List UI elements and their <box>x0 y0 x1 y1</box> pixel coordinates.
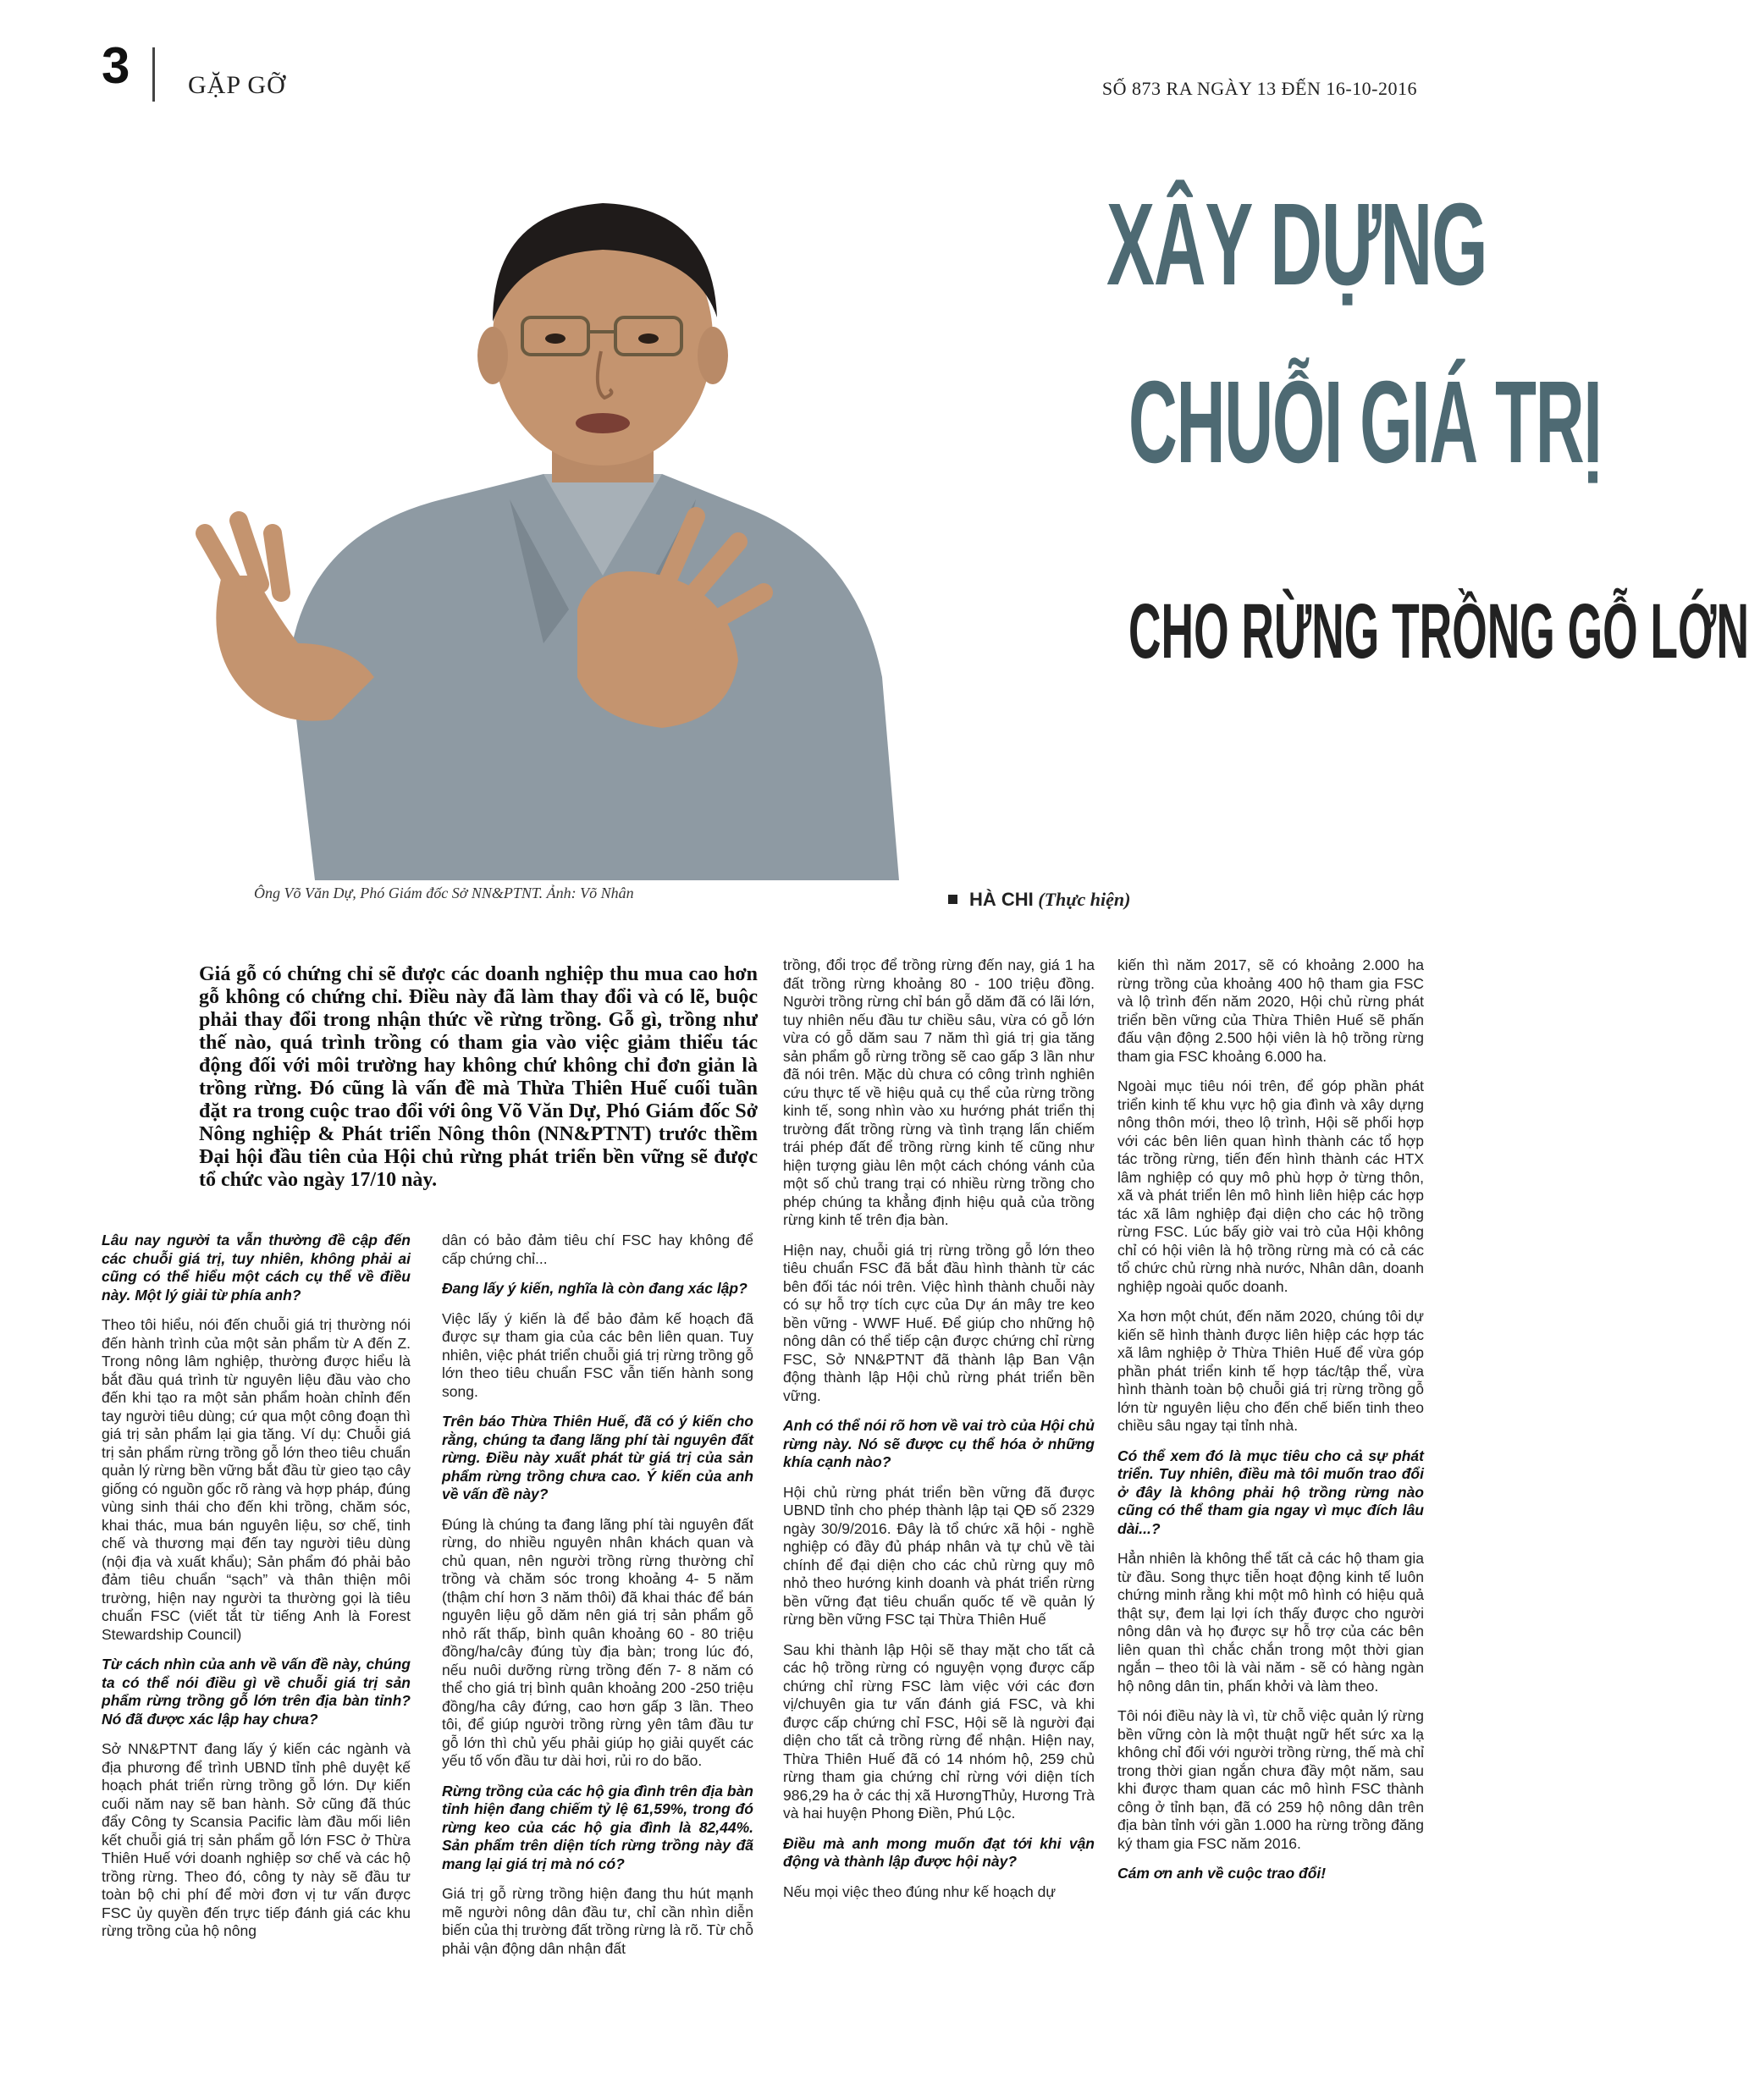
lead-paragraph: Giá gỗ có chứng chỉ sẽ được các doanh nghiệp thu mua cao hơn gỗ không có chứng chỉ. Điều này đã làm thay đổi và có lẽ, buộc phải thay đổi trong nhận thức về rừng trồng. Gỗ gì, trồng như thế nào, quá trình trồng có tham gia vào việc giảm thiểu tác động đối với môi trường hay không chứ không chỉ đơn giản là trồng rừng. Đó cũng là vấn đề mà Thừa Thiên Huế cuối tuần đặt ra trong cuộc trao đổi với ông Võ Văn Dự, Phó Giám đốc Sở Nông nghiệp & Phát triển Nông thôn (NN&PTNT) trước thềm Đại hội đầu tiên của Hội chủ rừng phát triển bền vững sẽ được tổ chức vào ngày 17/10 này. <box>199 963 758 1191</box>
interview-answer: Giá trị gỗ rừng trồng hiện đang thu hút mạnh mẽ người nông dân đầu tư, chỉ cần nhìn diễn biến của thị trường đất trồng rừng là rõ. Từ chỗ phải vận động dân nhận đất <box>442 1885 753 1957</box>
interview-answer: Ngoài mục tiêu nói trên, để góp phần phát triển kinh tế khu vực hộ gia đình và xây dựng nông thôn mới, theo lộ trình, Hội sẽ phối hợp với các bên liên quan hình thành các tổ hợp tác trồng rừng, tiến đến hình thành các HTX lâm nghiệp có quy mô phù hợp ở từng thôn, xã và phát triển lên mô hình liên hiệp các hợp tác xã lâm nghiệp đại diện cho các hộ trồng rừng FSC. Lúc bấy giờ vai trò của Hội không chỉ có hội viên là hộ trồng rừng mà có cả các tổ chức chủ rừng nhà nước, Nhân dân, doanh nghiệp ngoài quốc doanh. <box>1117 1078 1424 1295</box>
interview-answer: Hội chủ rừng phát triển bền vững đã được UBND tỉnh cho phép thành lập tại QĐ số 2329 ngày 30/9/2016. Đây là tổ chức xã hội - nghề nghiệp có đầy đủ pháp nhân và tự chủ về tài chính để đại diện cho các chủ rừng quy mô nhỏ theo hướng kinh doanh và phát triển rừng bền vững đạt tiêu chuẩn quốc tế về quản lý rừng bền vững FSC tại Thừa Thiên Huế <box>783 1483 1095 1628</box>
article-column-2 <box>442 1232 753 1970</box>
page-number: 3 <box>102 37 130 94</box>
interview-answer: Nếu mọi việc theo đúng như kế hoạch dự <box>783 1882 1057 1900</box>
issue-date: SỐ 873 RA NGÀY 13 ĐẾN 16-10-2016 <box>1101 78 1417 99</box>
interview-answer: Đúng là chúng ta đang lãng phí tài nguyên đất rừng, do nhiều nguyên nhân khách quan và chủ quan, nên người trồng rừng thường chỉ trồng và chăm sóc trong khoảng 4- 5 năm (thậm chí hơn 3 năm thôi) đã khai thác để bán nguyên liệu gỗ dăm nên giá trị sản phẩm gỗ nhỏ rất thấp, bình quân khoảng 60 - 80 triệu đồng/ha/cây đúng tùy địa bàn; trong lúc đó, nếu nuôi dưỡng rừng trồng đến 7- 8 năm có thể cho giá trị bình quân khoảng 200 -250 triệu đồng/ha cây đứng, cao hơn gấp 3 lần. Theo tôi, để giúp người trồng rừng yên tâm đầu tư gỗ lớn thì chủ yếu phải giúp họ giải quyết các yếu tố vốn đầu tư dài hơi, rủi ro do bão. <box>442 1515 753 1769</box>
interview-question: Rừng trồng của các hộ gia đình trên địa bàn tỉnh hiện đang chiếm tỷ lệ 61,59%, trong đó rừng keo của các hộ gia đình là 82,44%. Sản phẩm trên diện tích rừng trồng này đã mang lại giá trị mà nó có? <box>442 1782 753 1872</box>
interview-answer: trồng, đổi trọc để trồng rừng đến nay, giá 1 ha đất trồng rừng khoảng 80 - 100 triệu đồng. Người trồng rừng chỉ bán gỗ dăm đã có lãi lớn, tuy nhiên nếu đầu tư chiều sâu, vừa có gỗ lớn vừa có gỗ dăm sau 7 năm thì giá trị gia tăng sản phẩm gỗ rừng trồng sẽ cao gấp 3 lần như đã nói trên. Mặc dù chưa có công trình nghiên cứu thực tế về hiệu quả cụ thể của rừng trồng kinh tế, song nhìn vào xu hướng phát triển thị trường đất trồng rừng và tình trạng lấn chiếm trái phép đất để trồng rừng kinh tế cũng như hiện tượng giàu lên một cách chóng vánh của một số chủ trang trại có nhiều rừng trồng cho phép chúng ta khẳng định hiệu quả của trồng rừng kinh tế trên địa bàn. <box>783 956 1095 1228</box>
interview-question: Điều mà anh mong muốn đạt tới khi vận động và thành lập được hội này? <box>783 1834 1095 1870</box>
photo-caption: Ông Võ Văn Dự, Phó Giám đốc Sở NN&PTNT. Ảnh: Võ Nhân <box>254 885 634 901</box>
article-column-4 <box>1117 956 1424 1895</box>
article-column-1 <box>102 1232 411 1953</box>
interviewee-photo <box>188 135 933 880</box>
headline <box>897 179 1749 675</box>
interview-question: Cám ơn anh về cuộc trao đổi! <box>1117 1865 1327 1882</box>
article-column-3 <box>783 956 1095 1913</box>
interview-question: Từ cách nhìn của anh về vấn đề này, chúng ta có thể nói điều gì về chuỗi giá trị sản phẩm rừng trồng gỗ lớn trên địa bàn tỉnh? Nó đã được xác lập hay chưa? <box>102 1656 411 1728</box>
interview-answer: Hiện nay, chuỗi giá trị rừng trồng gỗ lớn theo tiêu chuẩn FSC đã bắt đầu hình thành từ các bên đối tác nói trên. Việc hình thành chuỗi này có sự hỗ trợ tích cực của Dự án mây tre keo bền vững - WWF Huế. Để giúp cho những hộ nông dân có thể tiếp cận được chứng chỉ rừng FSC, Sở NN&PTNT đã thành lập Ban Vận động thành lập Hội chủ rừng phát triển bền vững. <box>783 1241 1095 1404</box>
interview-answer: Hẳn nhiên là không thể tất cả các hộ tham gia từ đầu. Song thực tiễn hoạt động kinh tế luôn chứng minh rằng khi một mô hình có hiệu quả thật sự, đem lại lợi ích thấy được cho người nông dân và họ được sự hỗ trợ của các bên liên quan thì chắc chắn trong một thời gian ngắn – theo tôi là vài năm - sẽ có hàng ngàn hộ nông dân tin, phấn khởi và làm theo. <box>1117 1550 1424 1695</box>
byline <box>948 889 1130 911</box>
interview-question: Đang lấy ý kiến, nghĩa là còn đang xác lập? <box>442 1280 748 1297</box>
interview-answer: Xa hơn một chút, đến năm 2020, chúng tôi dự kiến sẽ hình thành được liên hiệp các hợp tác xã lâm nghiệp ở Thừa Thiên Huế để vừa góp phần phát triển kinh tế hợp tác/tập thể, vừa hình thành toàn bộ chuỗi giá trị rừng trồng gỗ lớn từ nguyên liệu cho đến chế biến tinh theo chiều sâu ngay tại tỉnh nhà. <box>1117 1308 1424 1434</box>
interview-question: Anh có thể nói rõ hơn về vai trò của Hội chủ rừng này. Nó sẽ được cụ thể hóa ở những khía cạnh nào? <box>783 1417 1095 1470</box>
byline-role: (Thực hiện) <box>1038 889 1131 910</box>
interview-answer: Sau khi thành lập Hội sẽ thay mặt cho tất cả các hộ trồng rừng có nguyện vọng được cấp chứng chỉ rừng FSC làm việc với các đơn vị/chuyên gia tư vấn đánh giá FSC, và khi được cấp chứng chỉ FSC, Hội sẽ là người đại diện cho tất cả trồng rừng để nhận. Hiện nay, Thừa Thiên Huế đã có 14 nhóm hộ, 259 chủ rừng tham gia chứng chỉ rừng với diện tích 986,29 ha ở các thị xã HươngThủy, Hương Trà và hai huyện Phong Điền, Phú Lộc. <box>783 1640 1095 1822</box>
interview-answer: dân có bảo đảm tiêu chí FSC hay không để cấp chứng chỉ... <box>442 1232 753 1267</box>
interview-answer: Sở NN&PTNT đang lấy ý kiến các ngành và địa phương để trình UBND tỉnh phê duyệt kế hoạch phát triển rừng trồng gỗ lớn. Dự kiến cuối năm nay sẽ ban hành. Sở cũng đã thúc đẩy Công ty Scansia Pacific làm đầu mối liên kết chuỗi giá trị sản phẩm gỗ lớn FSC ở Thừa Thiên Huế với doanh nghiệp sơ chế và các hộ trồng rừng. Theo đó, công ty này sẽ đầu tư toàn bộ chi phí để mời đơn vị tư vấn được FSC ủy quyền đến trực tiếp đánh giá các khu rừng trồng của hộ nông <box>102 1740 411 1939</box>
headline-line-2: CHUỖI GIÁ TRỊ <box>1128 357 1602 488</box>
headline-line-1: XÂY DỰNG <box>1106 179 1487 310</box>
header-divider <box>152 47 155 102</box>
bullet-square-icon <box>948 895 957 904</box>
interview-question: Lâu nay người ta vẫn thường đề cập đến các chuỗi giá trị, tuy nhiên, không phải ai cũng có thể hiểu một cách cụ thể về điều này. Một lý giải từ phía anh? <box>102 1232 411 1304</box>
headline-subtitle: CHO RỪNG TRỒNG GỖ LỚN <box>1128 588 1749 675</box>
interview-question: Có thể xem đó là mục tiêu cho cả sự phát triển. Tuy nhiên, điều mà tôi muốn trao đổi ở đây là không phải hộ trồng rừng nào cũng có thể tham gia ngay vì mục đích lâu dài...? <box>1117 1447 1424 1537</box>
interview-question: Trên báo Thừa Thiên Huế, đã có ý kiến cho rằng, chúng ta đang lãng phí tài nguyên đất rừng. Điều này xuất phát từ giá trị của sản phẩm rừng trồng chưa cao. Ý kiến của anh về vấn đề này? <box>442 1413 753 1502</box>
byline-author: HÀ CHI <box>969 889 1034 910</box>
section-title: GẶP GỠ <box>188 71 286 99</box>
interview-answer: Tôi nói điều này là vì, từ chỗ việc quản lý rừng bền vững còn là một thuật ngữ hết sức xa lạ không chỉ đối với người trồng rừng, thế mà chỉ trong thời gian ngắn chưa đầy một năm, sau khi được tham quan các mô hình FSC thành công ở tỉnh bạn, đã có 259 hộ nông dân trên địa bàn tỉnh với gần 1.000 ha rừng trồng đăng ký tham gia FSC năm 2016. <box>1117 1707 1424 1852</box>
interview-answer: Việc lấy ý kiến là để bảo đảm kế hoạch đã được sự tham gia của các bên liên quan. Tuy nhiên, việc phát triển chuỗi giá trị rừng trồng gỗ lớn theo tiêu chuẩn FSC vẫn tiến hành song song. <box>442 1309 753 1400</box>
interview-answer: kiến thì năm 2017, sẽ có khoảng 2.000 ha rừng trồng của khoảng 400 hộ tham gia FSC và lộ trình đến năm 2020, Hội chủ rừng phát triển bền vững của Thừa Thiên Huế sẽ phấn đấu vận động 2.500 hội viên là hộ trồng rừng tham gia FSC khoảng 6.000 ha. <box>1117 956 1424 1065</box>
interview-answer: Theo tôi hiểu, nói đến chuỗi giá trị thường nói đến hành trình của một sản phẩm từ A đến Z. Trong nông lâm nghiệp, thường được hiểu là bắt đầu quá trình từ nguyên liệu đầu vào cho đến khi tạo ra một sản phẩm hoàn chỉnh đến tay người tiêu dùng; cứ qua một công đoạn thì giá trị sản phẩm lại gia tăng. Ví dụ: Chuỗi giá trị sản phẩm rừng trồng gỗ lớn theo tiêu chuẩn quản lý rừng bền vững bắt đầu từ gieo tạo cây giống có nguồn gốc rõ ràng và hợp pháp, đúng vùng sinh thái cho đến khi trồng, chăm sóc, khai thác, mua bán nguyên liệu, sơ chế, tinh chế và thương mại đến tay người tiêu dùng (nội địa và xuất khẩu); Sản phẩm đó phải bảo đảm tiêu chuẩn “sạch” và thân thiện môi trường, hiện nay người ta thường gọi là tiêu chuẩn FSC (viết tắt từ tiếng Anh là Forest Stewardship Council) <box>102 1316 411 1643</box>
